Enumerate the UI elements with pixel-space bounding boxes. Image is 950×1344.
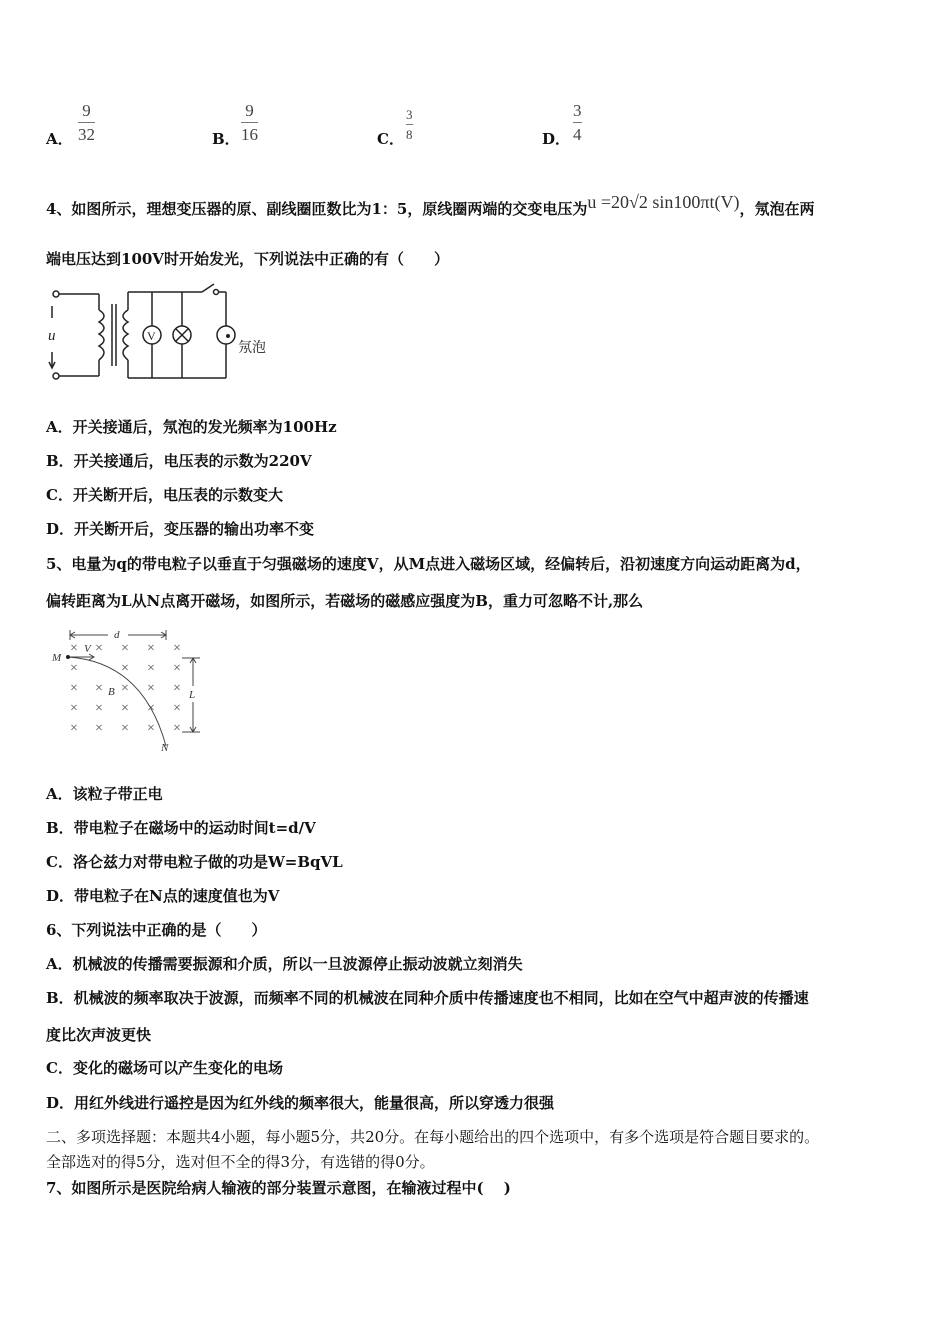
denominator: 4 [573, 125, 582, 144]
q5-option-c: C．洛仑兹力对带电粒子做的功是W=BqVL [46, 853, 343, 871]
svg-text:×: × [173, 661, 181, 676]
svg-text:×: × [95, 701, 103, 716]
numerator: 9 [82, 101, 91, 120]
q4-stem-line2: 端电压达到100V时开始发光，下列说法中正确的有（ ） [46, 250, 449, 268]
q4-option-d: D．开关断开后，变压器的输出功率不变 [46, 520, 315, 538]
q6-option-a: A．机械波的传播需要振源和介质，所以一旦波源停止振动波就立刻消失 [46, 955, 523, 973]
l-label: L [189, 689, 196, 701]
svg-text:×: × [70, 661, 78, 676]
input-terminal-bottom [53, 373, 59, 379]
numerator: 3 [573, 101, 582, 120]
q4-stem-text: 4、如图所示，理想变压器的原、副线圈匝数比为1：5，原线圈两端的交变电压为 [46, 200, 588, 218]
svg-text:×: × [173, 721, 181, 736]
denominator: 8 [406, 127, 413, 142]
svg-text:×: × [173, 681, 181, 696]
svg-text:×: × [147, 701, 155, 716]
svg-text:×: × [173, 701, 181, 716]
q4-stem-line1 [46, 192, 815, 219]
fraction [241, 102, 258, 143]
svg-text:×: × [147, 721, 155, 736]
q6-option-b: B．机械波的频率取决于波源，而频率不同的机械波在同种介质中传播速度也不相同，比如在空气中超声波的传播速 [46, 989, 809, 1007]
svg-text:×: × [173, 641, 181, 656]
transformer-circuit-figure [44, 280, 284, 390]
option-label: C． [377, 130, 404, 148]
magnetic-field-figure [48, 624, 218, 756]
q6-option-d: D．用红外线进行遥控是因为红外线的频率很大，能量很高，所以穿透力很强 [46, 1094, 555, 1112]
svg-text:×: × [95, 721, 103, 736]
b-label: B [108, 686, 115, 698]
neon-label: 氖泡 [238, 341, 266, 356]
n-label: N [161, 742, 169, 754]
v-label: V [84, 643, 91, 655]
svg-text:×: × [121, 661, 129, 676]
fraction [78, 102, 95, 143]
svg-text:×: × [121, 701, 129, 716]
option-label: A． [46, 130, 73, 148]
q4-option-b: B．开关接通后，电压表的示数为220V [46, 452, 312, 470]
svg-text:×: × [121, 641, 129, 656]
q5-option-b: B．带电粒子在磁场中的运动时间t=d/V [46, 819, 316, 837]
numerator: 3 [406, 107, 413, 122]
option-label: B． [212, 130, 240, 148]
svg-text:×: × [70, 641, 78, 656]
m-label: M [52, 652, 62, 664]
svg-text:×: × [70, 701, 78, 716]
svg-text:×: × [121, 681, 129, 696]
denominator: 32 [78, 125, 95, 144]
svg-text:×: × [70, 681, 78, 696]
field-x-marks [70, 641, 181, 736]
u-label: u [48, 328, 56, 344]
q5-stem-line1: 5、电量为q的带电粒子以垂直于匀强磁场的速度V，从M点进入磁场区域，经偏转后，沿初速度方向运动距离为d， [46, 555, 811, 573]
q4-option-c: C．开关断开后，电压表的示数变大 [46, 486, 283, 504]
q5-option-d: D．带电粒子在N点的速度值也为V [46, 887, 280, 905]
q5-option-a: A．该粒子带正电 [46, 785, 163, 803]
q4-stem-tail: ，氖泡在两 [739, 200, 815, 218]
switch-contact [214, 290, 219, 295]
svg-text:×: × [147, 681, 155, 696]
section2-heading-line2: 全部选对的得5分，选对但不全的得3分，有选错的得0分。 [46, 1153, 435, 1171]
q6-stem: 6、下列说法中正确的是（ ） [46, 921, 267, 939]
svg-text:×: × [121, 721, 129, 736]
voltmeter-label: V [147, 329, 156, 343]
primary-coil [99, 310, 104, 360]
numerator: 9 [245, 101, 254, 120]
secondary-coil [123, 310, 128, 360]
q4-option-a: A．开关接通后，氖泡的发光频率为100Hz [46, 418, 337, 436]
svg-text:×: × [147, 641, 155, 656]
option-label: D． [542, 130, 571, 148]
q4-formula: u =20√2 sin100πt(V) [587, 192, 740, 212]
section2-heading-line1: 二、多项选择题：本题共4小题，每小题5分，共20分。在每小题给出的四个选项中，有多个选项是符合题目要求的。 [46, 1128, 820, 1146]
svg-text:×: × [70, 721, 78, 736]
fraction [406, 108, 413, 141]
q7-stem: 7、如图所示是医院给病人输液的部分装置示意图，在输液过程中( ) [46, 1179, 511, 1197]
switch-blade [202, 284, 214, 292]
q6-option-c: C．变化的磁场可以产生变化的电场 [46, 1059, 283, 1077]
svg-text:×: × [147, 661, 155, 676]
svg-text:×: × [95, 641, 103, 656]
d-label: d [114, 629, 120, 641]
svg-text:×: × [95, 681, 103, 696]
neon-bulb [217, 326, 235, 344]
q6-option-b-cont: 度比次声波更快 [46, 1026, 152, 1044]
input-terminal-top [53, 291, 59, 297]
fraction [573, 102, 582, 143]
q5-stem-line2: 偏转距离为L从N点离开磁场，如图所示，若磁场的磁感应强度为B，重力可忽略不计,那么 [46, 592, 644, 610]
denominator: 16 [241, 125, 258, 144]
